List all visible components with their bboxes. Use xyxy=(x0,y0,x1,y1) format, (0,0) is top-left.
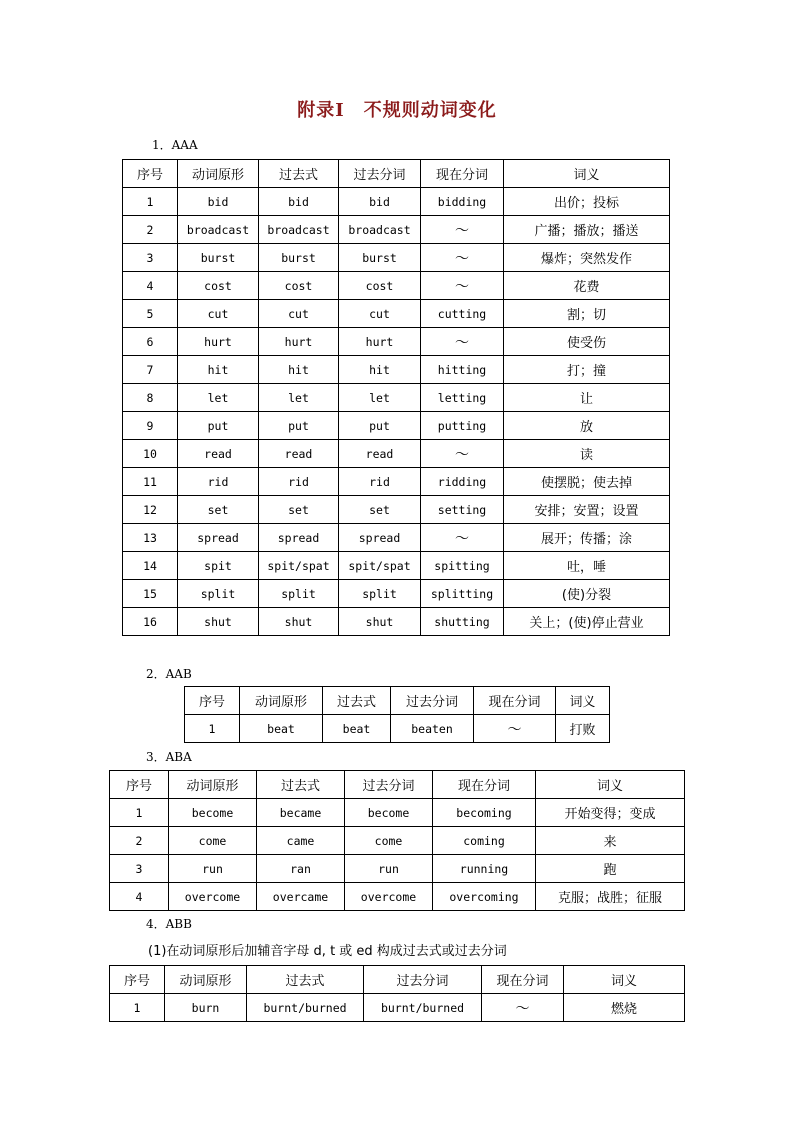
table-row xyxy=(123,300,670,328)
cell-meaning: 展开；传播；涂 xyxy=(504,524,670,552)
header-past-tense: 过去式 xyxy=(323,687,391,715)
cell-past-tense: ran xyxy=(257,855,345,883)
cell-past-participle: spread xyxy=(339,524,421,552)
cell-past-participle: read xyxy=(339,440,421,468)
cell-past-participle: split xyxy=(339,580,421,608)
cell-base-form: become xyxy=(169,799,257,827)
header-meaning: 词义 xyxy=(556,687,610,715)
table-row xyxy=(123,608,670,636)
cell-past-tense: cut xyxy=(259,300,339,328)
cell-past-tense: spread xyxy=(259,524,339,552)
cell-meaning: 花费 xyxy=(504,272,670,300)
cell-past-tense: came xyxy=(257,827,345,855)
cell-present-participle: ridding xyxy=(421,468,504,496)
cell-meaning: 打败 xyxy=(556,715,610,743)
cell-base-form: cost xyxy=(178,272,259,300)
cell-base-form: hit xyxy=(178,356,259,384)
cell-base-form: let xyxy=(178,384,259,412)
cell-index: 15 xyxy=(123,580,178,608)
header-base-form: 动词原形 xyxy=(240,687,323,715)
cell-present-participle: coming xyxy=(433,827,536,855)
table-row xyxy=(110,855,685,883)
cell-base-form: come xyxy=(169,827,257,855)
cell-base-form: cut xyxy=(178,300,259,328)
table-header-row xyxy=(110,966,685,994)
cell-index: 1 xyxy=(110,994,165,1022)
cell-present-participle: shutting xyxy=(421,608,504,636)
cell-meaning: 跑 xyxy=(536,855,685,883)
cell-past-participle: set xyxy=(339,496,421,524)
table-row xyxy=(110,827,685,855)
cell-past-participle: burst xyxy=(339,244,421,272)
table-row xyxy=(123,272,670,300)
table-row xyxy=(123,412,670,440)
cell-present-participle: letting xyxy=(421,384,504,412)
cell-base-form: overcome xyxy=(169,883,257,911)
cell-present-participle: ～ xyxy=(421,328,504,356)
cell-base-form: bid xyxy=(178,188,259,216)
cell-index: 3 xyxy=(123,244,178,272)
cell-past-tense: spit/spat xyxy=(259,552,339,580)
table-abb xyxy=(109,965,685,1022)
page-title: 附录Ⅰ 不规则动词变化 xyxy=(297,100,497,121)
cell-base-form: read xyxy=(178,440,259,468)
header-present-participle: 现在分词 xyxy=(474,687,556,715)
cell-meaning: 爆炸；突然发作 xyxy=(504,244,670,272)
cell-present-participle: putting xyxy=(421,412,504,440)
cell-past-tense: put xyxy=(259,412,339,440)
cell-past-tense: broadcast xyxy=(259,216,339,244)
cell-meaning: 来 xyxy=(536,827,685,855)
cell-base-form: broadcast xyxy=(178,216,259,244)
cell-meaning: 克服；战胜；征服 xyxy=(536,883,685,911)
cell-past-participle: beaten xyxy=(391,715,474,743)
table-row xyxy=(123,356,670,384)
cell-past-tense: hit xyxy=(259,356,339,384)
header-meaning: 词义 xyxy=(536,771,685,799)
table-row xyxy=(110,994,685,1022)
cell-meaning: 打；撞 xyxy=(504,356,670,384)
header-index: 序号 xyxy=(185,687,240,715)
cell-past-tense: beat xyxy=(323,715,391,743)
table-row xyxy=(185,715,610,743)
header-past-participle: 过去分词 xyxy=(364,966,482,994)
header-past-tense: 过去式 xyxy=(247,966,364,994)
section-label-aba: 3．ABA xyxy=(146,750,192,764)
header-present-participle: 现在分词 xyxy=(482,966,564,994)
cell-present-participle: ～ xyxy=(421,272,504,300)
cell-present-participle: ～ xyxy=(421,216,504,244)
cell-past-participle: spit/spat xyxy=(339,552,421,580)
header-past-participle: 过去分词 xyxy=(345,771,433,799)
cell-past-participle: hurt xyxy=(339,328,421,356)
cell-past-participle: become xyxy=(345,799,433,827)
header-index: 序号 xyxy=(110,771,169,799)
cell-past-participle: put xyxy=(339,412,421,440)
cell-present-participle: becoming xyxy=(433,799,536,827)
cell-past-tense: shut xyxy=(259,608,339,636)
cell-past-participle: broadcast xyxy=(339,216,421,244)
cell-present-participle: setting xyxy=(421,496,504,524)
header-past-participle: 过去分词 xyxy=(339,160,421,188)
cell-meaning: 吐，唾 xyxy=(504,552,670,580)
table-row xyxy=(123,216,670,244)
cell-base-form: burst xyxy=(178,244,259,272)
cell-meaning: 燃烧 xyxy=(564,994,685,1022)
cell-past-participle: let xyxy=(339,384,421,412)
cell-past-tense: split xyxy=(259,580,339,608)
cell-base-form: spit xyxy=(178,552,259,580)
cell-past-participle: come xyxy=(345,827,433,855)
cell-base-form: hurt xyxy=(178,328,259,356)
table-header-row xyxy=(110,771,685,799)
table-row xyxy=(110,883,685,911)
cell-base-form: rid xyxy=(178,468,259,496)
cell-base-form: burn xyxy=(165,994,247,1022)
cell-meaning: 使受伤 xyxy=(504,328,670,356)
cell-meaning: 广播；播放；播送 xyxy=(504,216,670,244)
cell-index: 9 xyxy=(123,412,178,440)
table-row xyxy=(123,496,670,524)
cell-past-participle: burnt/burned xyxy=(364,994,482,1022)
table-row xyxy=(123,384,670,412)
cell-meaning: 割；切 xyxy=(504,300,670,328)
cell-index: 1 xyxy=(123,188,178,216)
cell-meaning: 读 xyxy=(504,440,670,468)
cell-index: 1 xyxy=(110,799,169,827)
cell-base-form: set xyxy=(178,496,259,524)
cell-past-tense: rid xyxy=(259,468,339,496)
cell-index: 10 xyxy=(123,440,178,468)
header-base-form: 动词原形 xyxy=(165,966,247,994)
cell-index: 14 xyxy=(123,552,178,580)
cell-past-tense: let xyxy=(259,384,339,412)
cell-base-form: run xyxy=(169,855,257,883)
cell-index: 4 xyxy=(123,272,178,300)
table-header-row xyxy=(185,687,610,715)
cell-past-participle: cost xyxy=(339,272,421,300)
header-meaning: 词义 xyxy=(504,160,670,188)
header-past-tense: 过去式 xyxy=(259,160,339,188)
cell-past-participle: overcome xyxy=(345,883,433,911)
section-label-abb: 4．ABB xyxy=(146,917,192,931)
cell-present-participle: overcoming xyxy=(433,883,536,911)
cell-base-form: put xyxy=(178,412,259,440)
cell-index: 2 xyxy=(110,827,169,855)
header-base-form: 动词原形 xyxy=(169,771,257,799)
cell-present-participle: ～ xyxy=(474,715,556,743)
cell-present-participle: spitting xyxy=(421,552,504,580)
header-present-participle: 现在分词 xyxy=(421,160,504,188)
table-row xyxy=(123,440,670,468)
cell-past-participle: rid xyxy=(339,468,421,496)
cell-meaning: 放 xyxy=(504,412,670,440)
cell-past-tense: cost xyxy=(259,272,339,300)
cell-past-participle: cut xyxy=(339,300,421,328)
header-index: 序号 xyxy=(123,160,178,188)
cell-index: 2 xyxy=(123,216,178,244)
cell-index: 7 xyxy=(123,356,178,384)
cell-base-form: split xyxy=(178,580,259,608)
cell-past-tense: burst xyxy=(259,244,339,272)
cell-base-form: spread xyxy=(178,524,259,552)
cell-past-participle: bid xyxy=(339,188,421,216)
section-label-aab: 2．AAB xyxy=(146,667,192,681)
cell-meaning: 让 xyxy=(504,384,670,412)
cell-past-participle: run xyxy=(345,855,433,883)
cell-present-participle: hitting xyxy=(421,356,504,384)
header-meaning: 词义 xyxy=(564,966,685,994)
cell-index: 6 xyxy=(123,328,178,356)
table-aba xyxy=(109,770,685,911)
cell-index: 1 xyxy=(185,715,240,743)
table-aaa xyxy=(122,159,670,636)
table-row xyxy=(123,552,670,580)
cell-present-participle: running xyxy=(433,855,536,883)
table-row xyxy=(123,188,670,216)
cell-index: 5 xyxy=(123,300,178,328)
table-aab xyxy=(184,686,610,743)
cell-past-tense: read xyxy=(259,440,339,468)
cell-past-tense: overcame xyxy=(257,883,345,911)
cell-present-participle: cutting xyxy=(421,300,504,328)
cell-meaning: 使摆脱；使去掉 xyxy=(504,468,670,496)
cell-past-tense: set xyxy=(259,496,339,524)
header-past-participle: 过去分词 xyxy=(391,687,474,715)
cell-past-tense: burnt/burned xyxy=(247,994,364,1022)
table-row xyxy=(123,328,670,356)
cell-present-participle: ～ xyxy=(421,244,504,272)
table-row xyxy=(123,468,670,496)
cell-base-form: beat xyxy=(240,715,323,743)
header-index: 序号 xyxy=(110,966,165,994)
cell-present-participle: bidding xyxy=(421,188,504,216)
cell-index: 11 xyxy=(123,468,178,496)
cell-base-form: shut xyxy=(178,608,259,636)
header-base-form: 动词原形 xyxy=(178,160,259,188)
cell-present-participle: ～ xyxy=(421,440,504,468)
cell-index: 4 xyxy=(110,883,169,911)
table-row xyxy=(123,580,670,608)
cell-meaning: 开始变得；变成 xyxy=(536,799,685,827)
cell-index: 12 xyxy=(123,496,178,524)
cell-past-tense: became xyxy=(257,799,345,827)
cell-present-participle: ～ xyxy=(421,524,504,552)
cell-index: 16 xyxy=(123,608,178,636)
cell-past-tense: bid xyxy=(259,188,339,216)
table-header-row xyxy=(123,160,670,188)
cell-past-tense: hurt xyxy=(259,328,339,356)
table-row xyxy=(123,524,670,552)
cell-meaning: 出价；投标 xyxy=(504,188,670,216)
table-row xyxy=(110,799,685,827)
cell-meaning: 安排；安置；设置 xyxy=(504,496,670,524)
section-label-aaa: 1．AAA xyxy=(152,138,198,152)
section-note-abb: (1)在动词原形后加辅音字母 d, t 或 ed 构成过去式或过去分词 xyxy=(148,944,507,959)
cell-present-participle: splitting xyxy=(421,580,504,608)
cell-past-participle: shut xyxy=(339,608,421,636)
header-present-participle: 现在分词 xyxy=(433,771,536,799)
cell-index: 8 xyxy=(123,384,178,412)
header-past-tense: 过去式 xyxy=(257,771,345,799)
cell-index: 3 xyxy=(110,855,169,883)
table-row xyxy=(123,244,670,272)
cell-index: 13 xyxy=(123,524,178,552)
cell-meaning: (使)分裂 xyxy=(504,580,670,608)
cell-present-participle: ～ xyxy=(482,994,564,1022)
cell-meaning: 关上；(使)停止营业 xyxy=(504,608,670,636)
cell-past-participle: hit xyxy=(339,356,421,384)
